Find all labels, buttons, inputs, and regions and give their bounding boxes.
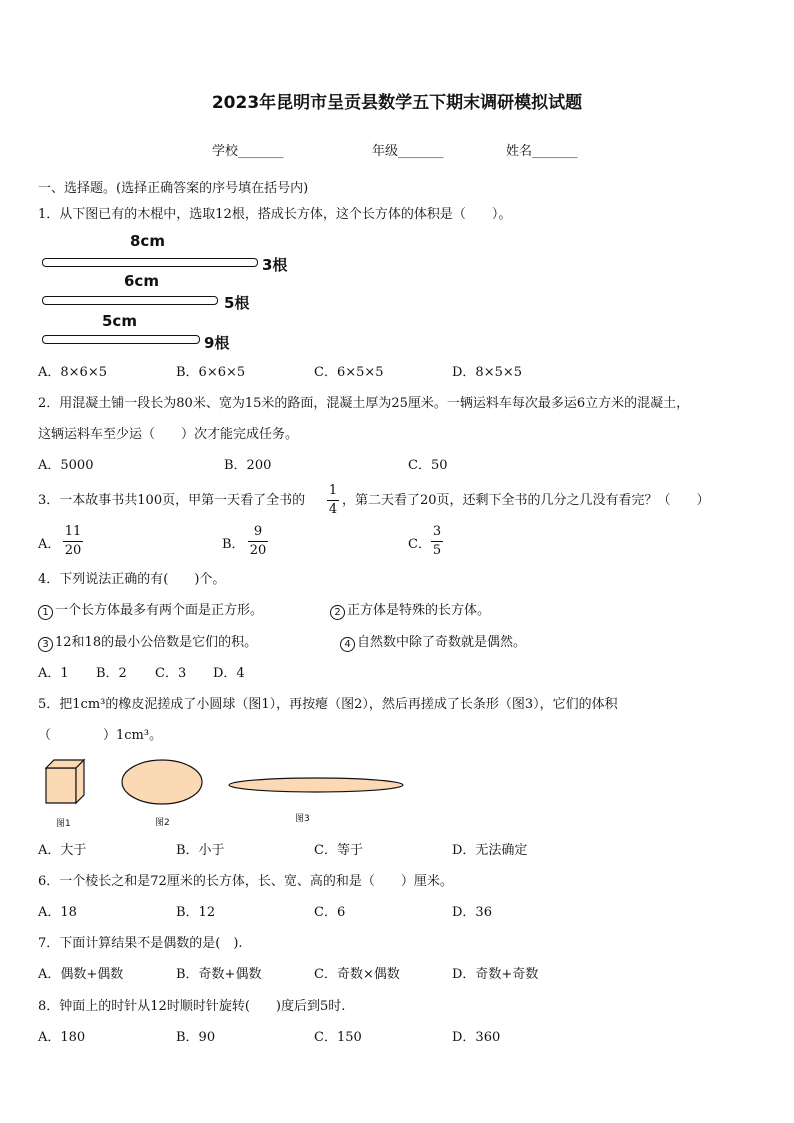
q4-option-a[interactable]: A．1 [38,666,69,681]
circled-number-1: 1 [38,605,53,620]
q5-option-c[interactable]: C．等于 [314,843,363,858]
q5-option-a[interactable]: A．大于 [38,843,87,858]
question-6: 6．一个棱长之和是72厘米的长方体，长、宽、高的和是（ ）厘米。 [38,874,453,889]
question-2-line-1: 2．用混凝土铺一段长为80米、宽为15米的路面，混凝土厚为25厘米。一辆运料车每次最多运6立方米的混凝土， [38,396,690,411]
q8-option-a[interactable]: A．180 [38,1030,86,1045]
q5-figures [40,754,420,814]
q8-option-b[interactable]: B．90 [176,1030,216,1045]
figure-1-caption: 图1 [56,819,71,829]
q5-option-b[interactable]: B．小于 [176,843,225,858]
q4-option-b[interactable]: B．2 [96,666,127,681]
q4-statement-3-text: 12和18的最小公倍数是它们的积。 [55,635,258,650]
q8-option-c[interactable]: C．150 [314,1030,362,1045]
q4-statement-4-text: 自然数中除了奇数就是偶然。 [357,635,527,650]
q6-option-b[interactable]: B．12 [176,905,216,920]
q3-option-c-label[interactable]: C． [408,537,431,552]
figure-3-caption: 图3 [295,814,310,824]
q7-option-b[interactable]: B．奇数+偶数 [176,967,262,982]
question-3-part-b: ，第二天看了20页，还剩下全书的几分之几没有看完？（ ） [342,493,710,508]
page-title: 2023年昆明市呈贡县数学五下期末调研模拟试题 [211,93,583,113]
q3-option-b-den: 20 [249,543,267,558]
question-5-line-2: （ ）1cm³。 [38,728,163,743]
stick-2 [42,296,218,305]
q4-statement-4 [340,634,526,652]
name-field: 姓名_______ [506,144,578,159]
circled-number-3: 3 [38,637,53,652]
question-3-part-a: 3．一本故事书共100页，甲第一天看了全书的 [38,493,306,508]
q4-statement-3 [38,634,257,652]
stick-count-3: 9根 [204,334,230,352]
q3-option-a-label[interactable]: A． [38,537,61,552]
q6-option-c[interactable]: C．6 [314,905,346,920]
q7-option-d[interactable]: D．奇数+奇数 [452,967,539,982]
question-1: 1．从下图已有的木棍中，选取12根，搭成长方体，这个长方体的体积是（ ）。 [38,207,512,222]
q4-option-c[interactable]: C．3 [155,666,187,681]
q4-option-d[interactable]: D．4 [213,666,245,681]
stick-3 [42,335,200,344]
question-4: 4．下列说法正确的有( )个。 [38,572,226,587]
question-7: 7．下面计算结果不是偶数的是( ). [38,936,243,951]
stick-count-1: 3根 [262,256,288,274]
school-field: 学校_______ [212,144,284,159]
question-2-line-2: 这辆运料车至少运（ ）次才能完成任务。 [38,427,299,442]
stick-length-2: 6cm [124,272,159,290]
q8-option-d[interactable]: D．360 [452,1030,501,1045]
circled-number-4: 4 [340,637,355,652]
q2-option-c[interactable]: C．50 [408,458,448,473]
q1-option-a[interactable]: A．8×6×5 [38,365,107,380]
q3-option-c-den: 5 [432,543,442,558]
q1-option-b[interactable]: B．6×6×5 [176,365,246,380]
question-5-line-1: 5．把1cm³的橡皮泥搓成了小圆球（图1），再按瘪（图2），然后再搓成了长条形（图3），它们的体积 [38,697,618,712]
q2-option-b[interactable]: B．200 [224,458,272,473]
stick-count-2: 5根 [224,294,250,312]
q3-option-a-fraction[interactable] [63,524,83,559]
question-8: 8．钟面上的时针从12时顺时针旋转( )度后到5时. [38,999,346,1014]
q3-option-c-fraction[interactable] [431,524,443,559]
q3-fraction-den: 4 [328,502,338,517]
q3-option-c-num: 3 [432,524,442,539]
q4-statement-2 [330,602,490,620]
q3-option-b-label[interactable]: B． [222,537,245,552]
stick-1 [42,258,258,267]
q3-option-b-num: 9 [253,524,263,539]
circled-number-2: 2 [330,605,345,620]
q4-statement-1 [38,602,263,620]
q7-option-a[interactable]: A．偶数+偶数 [38,967,124,982]
grade-field: 年级_______ [372,144,444,159]
q3-fraction [327,483,339,518]
cube-figure [46,760,84,803]
q6-option-d[interactable]: D．36 [452,905,492,920]
section-heading: 一、选择题。(选择正确答案的序号填在括号内) [38,181,309,196]
q4-statement-2-text: 正方体是特殊的长方体。 [347,603,491,618]
q3-option-b-fraction[interactable] [248,524,268,559]
q4-statement-1-text: 一个长方体最多有两个面是正方形。 [55,603,264,618]
stick-length-3: 5cm [102,312,137,330]
long-strip-figure [229,778,403,792]
q3-option-a-den: 20 [64,543,82,558]
q3-fraction-num: 1 [328,483,338,498]
q2-option-a[interactable]: A．5000 [38,458,94,473]
q1-option-d[interactable]: D．8×5×5 [452,365,523,380]
q7-option-c[interactable]: C．奇数×偶数 [314,967,400,982]
q6-option-a[interactable]: A．18 [38,905,77,920]
flattened-disc-figure [122,760,202,804]
q5-option-d[interactable]: D．无法确定 [452,843,528,858]
stick-length-1: 8cm [130,232,165,250]
q3-option-a-num: 11 [64,524,82,539]
figure-2-caption: 图2 [155,818,170,828]
q1-option-c[interactable]: C．6×5×5 [314,365,384,380]
